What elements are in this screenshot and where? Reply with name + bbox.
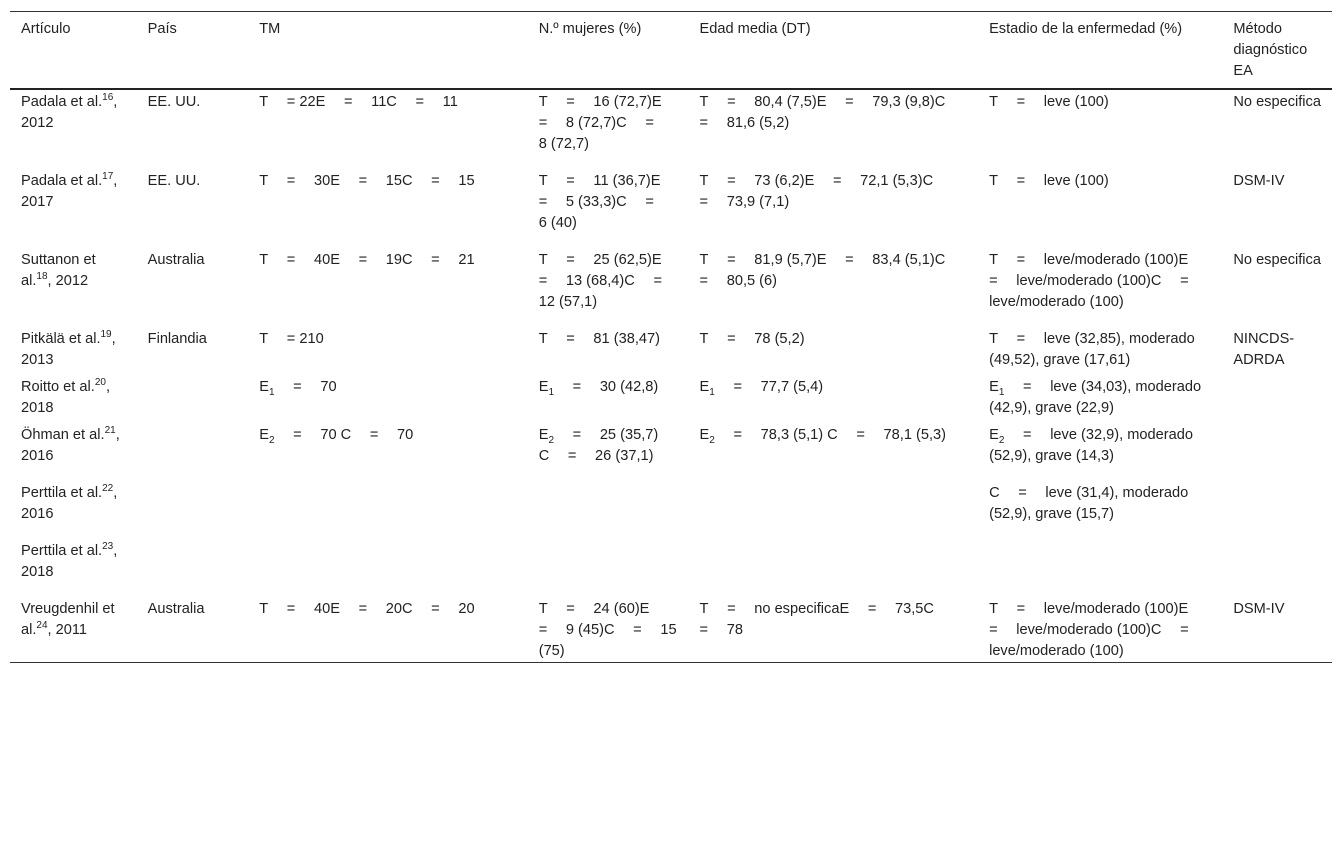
cell-stage: C = leve (31,4), moderado (52,9), grave (15,7) — [989, 485, 1189, 522]
article-year: , 2018 — [21, 379, 111, 416]
table-row — [10, 248, 1332, 327]
cell-value: = 77,7 (5,4) — [714, 379, 824, 395]
cell-country — [137, 539, 249, 597]
cell-stage: T = leve (32,85), moderado (49,52), grave (17,61) — [989, 331, 1195, 368]
article-author: Padala et al. — [21, 94, 103, 110]
article-year: , 2012 — [47, 273, 89, 289]
article-ref: 21 — [104, 425, 116, 437]
cell-women — [528, 423, 689, 481]
cell-article — [10, 248, 137, 327]
cell-age — [689, 481, 979, 539]
article-ref: 19 — [100, 329, 112, 341]
header-pais: País — [147, 21, 177, 37]
cell-stage — [978, 423, 1222, 481]
article-ref: 18 — [36, 271, 48, 283]
cell-age — [689, 375, 979, 423]
cell-country: Australia — [147, 601, 205, 617]
cell-age: T = 80,4 (7,5)E = 79,3 (9,8)C = 81,6 (5,2) — [699, 94, 960, 131]
group-label: E — [699, 427, 710, 443]
group-index: 2 — [548, 434, 554, 446]
cell-article — [10, 423, 137, 481]
cell-women: T = 81 (38,47) — [538, 331, 660, 347]
cell-article — [10, 327, 137, 375]
cell-country: EE. UU. — [147, 173, 201, 189]
table-header-row — [10, 12, 1332, 90]
cell-tm: T = 40E = 19C = 21 — [259, 252, 475, 268]
article-author: Perttila et al. — [21, 485, 103, 501]
article-year: , 2016 — [21, 427, 120, 464]
header-edad: Edad media (DT) — [699, 21, 811, 37]
cell-tm — [248, 423, 527, 481]
table-row — [10, 375, 1332, 423]
header-estadio: Estadio de la enfermedad (%) — [989, 21, 1183, 37]
cell-value: = 70 — [274, 379, 337, 395]
group-index: 2 — [268, 434, 275, 446]
cell-age: T = no especificaE = 73,5C = 78 — [699, 601, 949, 638]
article-year: , 2011 — [47, 622, 88, 638]
cell-age: T = 81,9 (5,7)E = 83,4 (5,1)C = 80,5 (6) — [699, 252, 960, 289]
cell-article — [10, 539, 137, 597]
group-index: 1 — [709, 386, 715, 398]
article-year: , 2017 — [21, 173, 118, 210]
group-label: E — [699, 379, 710, 395]
article-author: Perttila et al. — [21, 543, 103, 559]
cell-tm: T = 210 — [259, 331, 324, 347]
cell-age — [689, 539, 979, 597]
cell-age — [689, 423, 979, 481]
group-index: 2 — [709, 434, 715, 446]
cell-country: EE. UU. — [147, 94, 201, 110]
article-year: , 2018 — [21, 543, 118, 580]
cell-value-line2: C = 26 (37,1) — [538, 448, 654, 464]
article-author: Suttanon et al. — [21, 252, 96, 289]
cell-stage: T = leve (100) — [989, 94, 1109, 110]
cell-country — [137, 481, 249, 539]
article-ref: 22 — [102, 483, 114, 495]
cell-tm — [248, 481, 527, 539]
cell-method: No especifica — [1233, 94, 1321, 110]
cell-women: T = 25 (62,5)E = 13 (68,4)C = 12 (57,1) — [538, 252, 677, 310]
cell-women — [528, 375, 689, 423]
cell-women — [528, 481, 689, 539]
cell-country: Australia — [147, 252, 205, 268]
cell-value: = 30 (42,8) — [554, 379, 659, 395]
table-row — [10, 597, 1332, 663]
cell-tm: T = 40E = 20C = 20 — [259, 601, 475, 617]
cell-article — [10, 169, 137, 248]
cell-value: = 78,3 (5,1) C = 78,1 (5,3) — [714, 427, 947, 443]
cell-method: No especifica — [1233, 252, 1321, 268]
article-ref: 17 — [102, 171, 114, 183]
group-label: E — [259, 379, 269, 395]
table-row — [10, 169, 1332, 248]
cell-stage: T = leve/moderado (100)E = leve/moderado (100)C = leve/moderado (100) — [989, 252, 1204, 310]
article-ref: 20 — [94, 377, 106, 389]
cell-method — [1222, 481, 1332, 539]
cell-women: T = 11 (36,7)E = 5 (33,3)C = 6 (40) — [538, 173, 676, 231]
cell-age: T = 73 (6,2)E = 72,1 (5,3)C = 73,9 (7,1) — [699, 173, 948, 210]
table-row — [10, 481, 1332, 539]
table-row — [10, 539, 1332, 597]
table-row — [10, 327, 1332, 375]
header-tm: TM — [259, 21, 281, 37]
group-index: 1 — [548, 386, 554, 398]
article-author: Vreugdenhil et al. — [21, 601, 115, 638]
article-year: , 2012 — [21, 94, 118, 131]
cell-stage — [978, 375, 1222, 423]
cell-women: T = 16 (72,7)E = 8 (72,7)C = 8 (72,7) — [538, 94, 677, 152]
group-index: 1 — [998, 386, 1005, 398]
group-label: E — [538, 427, 549, 443]
cell-stage: T = leve (100) — [989, 173, 1109, 189]
article-ref: 23 — [102, 541, 114, 553]
cell-method: DSM-IV — [1233, 173, 1285, 189]
cell-tm: T = 22E = 11C = 11 — [259, 94, 458, 110]
article-year: , 2016 — [21, 485, 118, 522]
article-author: Roitto et al. — [21, 379, 95, 395]
group-index: 1 — [268, 386, 275, 398]
article-ref: 24 — [36, 620, 48, 632]
table-row — [10, 89, 1332, 169]
cell-women — [528, 539, 689, 597]
header-metodo: Método diagnóstico EA — [1233, 21, 1308, 79]
cell-stage: T = leve/moderado (100)E = leve/moderado (100)C = leve/moderado (100) — [989, 601, 1204, 659]
cell-article — [10, 481, 137, 539]
cell-country — [137, 423, 249, 481]
cell-method: DSM-IV — [1233, 601, 1285, 617]
group-label: E — [989, 379, 999, 395]
cell-country: Finlandia — [147, 331, 207, 347]
header-articulo: Artículo — [21, 21, 71, 37]
cell-method: NINCDS-ADRDA — [1233, 331, 1295, 368]
group-label: E — [989, 427, 999, 443]
studies-table — [10, 11, 1332, 663]
cell-value: = leve (34,03), moderado (42,9), grave (22,9) — [989, 379, 1202, 416]
group-index: 2 — [998, 434, 1005, 446]
cell-tm: T = 30E = 15C = 15 — [259, 173, 475, 189]
table-row — [10, 423, 1332, 481]
cell-tm — [248, 539, 527, 597]
article-ref: 16 — [102, 92, 114, 104]
group-label: E — [259, 427, 269, 443]
cell-age: T = 78 (5,2) — [699, 331, 805, 347]
group-label: E — [538, 379, 549, 395]
cell-article — [10, 89, 137, 169]
cell-article — [10, 597, 137, 663]
cell-method — [1222, 539, 1332, 597]
cell-article — [10, 375, 137, 423]
article-author: Pitkälä et al. — [21, 331, 101, 347]
cell-women: T = 24 (60)E = 9 (45)C = 15 (75) — [538, 601, 677, 659]
cell-tm — [248, 375, 527, 423]
cell-value: = leve (32,9), moderado (52,9), grave (14,3) — [989, 427, 1193, 464]
cell-value: = 70 C = 70 — [274, 427, 414, 443]
cell-method — [1222, 423, 1332, 481]
cell-country — [137, 375, 249, 423]
article-year: , 2013 — [21, 331, 116, 368]
header-mujeres: N.º mujeres (%) — [538, 21, 642, 37]
article-author: Öhman et al. — [21, 427, 105, 443]
cell-method — [1222, 375, 1332, 423]
article-author: Padala et al. — [21, 173, 103, 189]
cell-stage — [978, 539, 1222, 597]
cell-value: = 25 (35,7) — [554, 427, 659, 443]
